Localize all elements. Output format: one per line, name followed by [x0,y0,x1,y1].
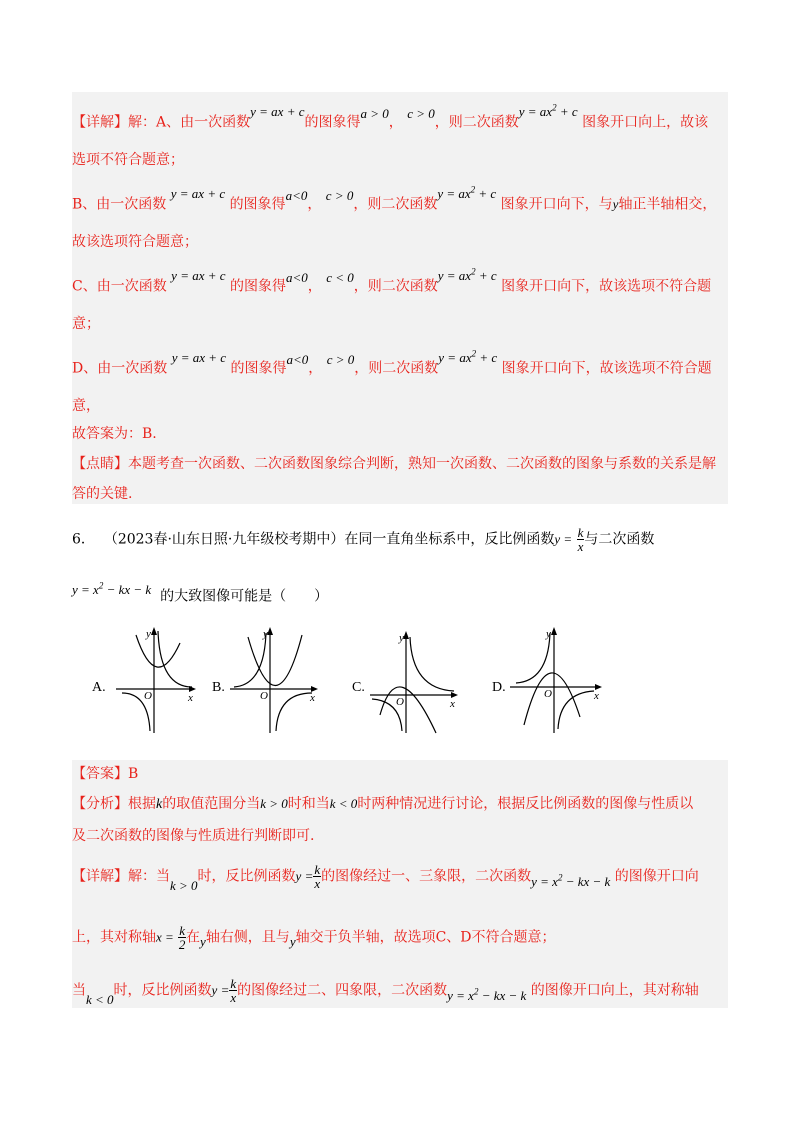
svg-text:x: x [310,692,315,704]
svg-text:x: x [450,698,455,710]
detail-line-1: 【详解】解：A、由一次函数y = ax + c的图象得a > 0， c > 0，则二次函数$y = ax^2 + c$ 图象开口向上，故该 [72,103,709,131]
detail-line-2: 选项不符合题意； [72,152,184,168]
analysis-line-2: 及二次函数的图像与性质进行判断即可. [72,828,315,844]
question-6-line-1: 6． （2023春·山东日照·九年级校考期中）在同一直角坐标系中，反比例函数y = $\frac{k}{x}$ 与二次函数 [72,525,655,554]
detail-line-6: 意； [72,316,100,332]
analysis-line-1: 【分析】根据k的取值范围分当k > 0时和当k < 0时两种情况进行讨论，根据反比例函数的图像与性质以 [72,796,694,812]
comment-line-2: 答的关键. [72,486,133,502]
option-a-label[interactable]: A. [92,680,106,695]
detail-line-5: C、由一次函数 y = ax + c 的图象得a<0， c < 0，则二次函数$y = ax^2 + c$ 图象开口向下，故该选项不符合题 [72,267,712,295]
graph-option-b [230,625,320,735]
option-c-label[interactable]: C. [352,680,365,695]
graph-option-d [510,625,604,735]
detail2-line-2: 上，其对称轴x = $\frac{k}{2}$ 在y轴右侧，且与y轴交于负半轴，故选项C、D不符合题意； [72,923,556,952]
graph-option-a [116,625,196,735]
svg-text:O: O [144,690,152,702]
svg-text:y: y [546,628,551,640]
answer-line: 【答案】B [72,766,139,782]
detail-line-4: 故该选项符合题意； [72,234,198,250]
detail-line-8: 意， [72,398,100,414]
option-b-label[interactable]: B. [212,680,225,695]
graph-option-c [370,625,460,735]
svg-text:x: x [188,692,193,704]
question-6-line-2: $y = x^2$ − kx − k 的大致图像可能是（ ） [72,581,329,605]
option-d-label[interactable]: D. [492,680,506,695]
svg-text:x: x [594,690,599,702]
comment-line-1: 【点睛】本题考查一次函数、二次函数图象综合判断，熟知一次函数、二次函数的图象与系数的关系是解 [72,456,716,472]
svg-text:O: O [396,696,404,708]
svg-text:O: O [544,688,552,700]
detail-line-3: B、由一次函数 y = ax + c 的图象得a<0， c > 0，则二次函数$y = ax^2 + c$ 图象开口向下，与y轴正半轴相交， [72,185,717,213]
detail-line-7: D、由一次函数 y = ax + c 的图象得a<0， c > 0，则二次函数$y = ax^2 + c$ 图象开口向下，故该选项不符合题 [72,349,712,377]
svg-text:y: y [399,632,404,644]
svg-text:O: O [260,690,268,702]
svg-text:y: y [146,628,151,640]
svg-text:y: y [263,628,268,640]
detail2-line-1: 【详解】解：当k > 0时，反比例函数y = $\frac{k}{x}$ 的图像经过一、三象限，二次函数$y = x^2$ − kx − k 的图像开口向 [72,861,699,894]
detail2-line-3: 当k < 0时，反比例函数y = $\frac{k}{x}$ 的图像经过二、四象限，二次函数$y = x^2$ − kx − k 的图像开口向上，其对称轴 [72,975,699,1008]
detail-line-9: 故答案为：B. [72,426,157,442]
